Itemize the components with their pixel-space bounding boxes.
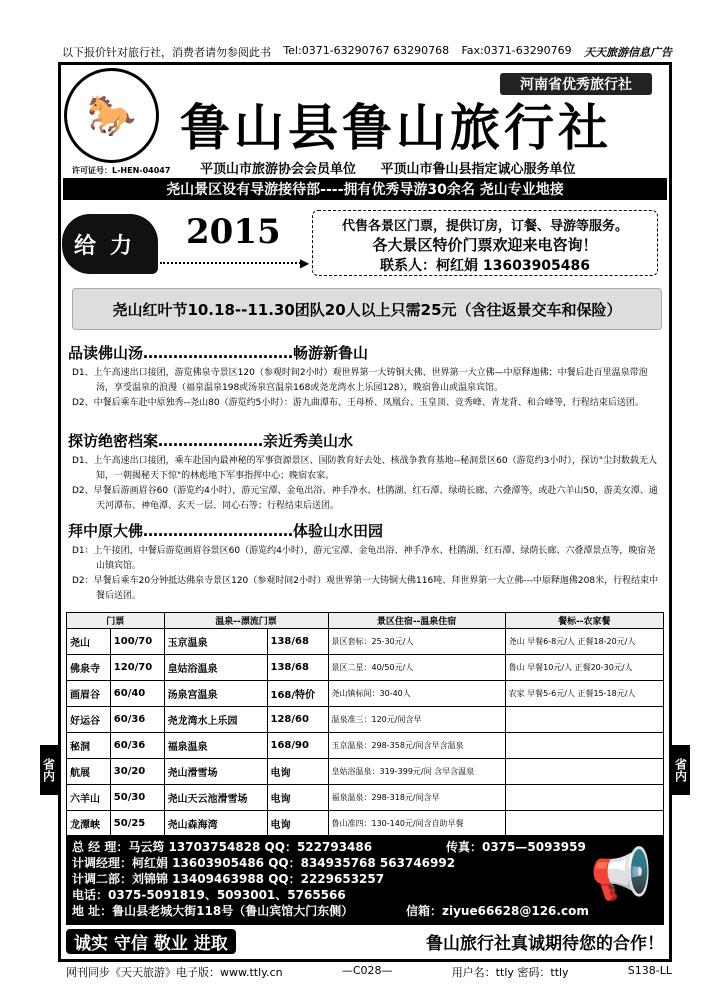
table-cell: 画眉谷 — [67, 681, 111, 707]
hearts-badge: 给力 — [62, 214, 158, 274]
table-row — [67, 785, 664, 811]
license: 许可证号：L-HEN-04047 — [72, 166, 171, 175]
table-cell: 福泉温泉：298-318元/间含早 — [328, 785, 505, 811]
meal-cell — [505, 759, 663, 785]
table-cell: 玉京温泉：298-358元/间含早含温泉 — [328, 733, 505, 759]
meal-cell: 农家 早餐5-6元/人 正餐15-18元/人 — [505, 681, 663, 707]
table-cell: 168/90 — [267, 733, 328, 759]
table-cell: 60/40 — [110, 681, 164, 707]
route-title: 品读佛山汤…………………………畅游新鲁山 — [68, 344, 369, 362]
route-line: D2、中餐后乘车赴中原独秀--尧山80（游览约5小时）：游九曲潭布、王母桥、凤凰台、玉皇顶、竞秀峰、青龙背、和合峰等，行程结束后送团。 — [72, 398, 644, 408]
table-cell: 景区套标：25-30元/人 — [328, 629, 505, 655]
service-line-1: 代售各景区门票，提供订房，订餐、导游等服务。 — [341, 219, 628, 234]
table-cell: 128/60 — [267, 707, 328, 733]
megaphone-icon: 📢 — [590, 845, 653, 903]
table-cell: 景区二星：40/50元/人 — [328, 655, 505, 681]
fax-contact: 传真：0375—5093959 — [446, 840, 586, 854]
disclaimer: 以下报价针对旅行社，消费者请勿参阅此书 — [62, 46, 271, 59]
table-row — [67, 759, 664, 785]
table-cell: 138/68 — [267, 629, 328, 655]
table-header: 门票 — [67, 613, 165, 629]
meal-cell — [505, 785, 663, 811]
route-title: 拜中原大佛…………………………体验山水田园 — [68, 522, 384, 540]
meal-cell — [505, 707, 663, 733]
table-cell: 电询 — [267, 759, 328, 785]
route-line: D1、上午高速出口接团，游览佛泉寺景区120（参观时间2小时）观世界第一大铸铜大佛、世界第一大立佛—中原释迦佛；中餐后赴百里温泉带泡汤，享受温泉的浪漫（福泉温泉198或汤泉宫温泉168或尧龙湾水上乐园128），晚宿鲁山或温泉宾馆。 — [72, 368, 648, 393]
top-info-line — [62, 44, 672, 60]
credentials: 用户名：ttly 密码：ttly — [451, 966, 569, 979]
table-cell: 尧山滑雪场 — [164, 759, 267, 785]
table-row — [67, 655, 664, 681]
route-title: 探访绝密档案…………………亲近秀美山水 — [68, 432, 354, 450]
subtitle: 平顶山市旅游协会会员单位 平顶山市鲁山县指定诚心服务单位 — [200, 162, 576, 177]
phone: 电话：0375-5091819、5093001、5765566 — [72, 888, 346, 902]
slogan-right: 鲁山旅行社真诚期待您的合作！ — [426, 933, 664, 954]
table-cell: 汤泉宫温泉 — [164, 681, 267, 707]
route-3 — [68, 520, 662, 604]
slogan — [66, 928, 664, 954]
footer-link: 网刊同步《天天旅游》电子版：www.ttly.cn — [66, 966, 283, 979]
table-cell: 福泉温泉 — [164, 733, 267, 759]
arrow-line — [160, 262, 305, 264]
code: S138-LL — [627, 964, 672, 977]
slogan-left: 诚实 守信 敬业 进取 — [66, 929, 236, 954]
table-cell: 玉京温泉 — [164, 629, 267, 655]
table-cell: 尧龙湾水上乐园 — [164, 707, 267, 733]
table-row — [67, 733, 664, 759]
arrow-icon: ▶ — [300, 256, 310, 270]
route-line: D2：早餐后乘车20分钟抵达佛泉寺景区120（参观时间2小时）观世界第一大铸铜大佛116吨、拜世界第一大立佛---中原释迦佛208米，行程结束中餐后送团。 — [72, 576, 659, 601]
table-cell: 皇姑浴温泉：319-399元/间 含早含温泉 — [328, 759, 505, 785]
table-cell: 龙潭峡 — [67, 811, 111, 837]
email: 信箱：ziyue66628@126.com — [406, 904, 589, 918]
year: 2015 — [186, 212, 281, 252]
table-cell: 电询 — [267, 811, 328, 837]
table-row — [67, 629, 664, 655]
tel: Tel:0371-63290767 63290768 — [283, 44, 450, 57]
table-cell: 50/30 — [110, 785, 164, 811]
table-cell: 佛泉寺 — [67, 655, 111, 681]
table-cell: 60/36 — [110, 707, 164, 733]
table-cell: 秘洞 — [67, 733, 111, 759]
route-line: D1：上午接团，中餐后游览画眉谷景区60（游览约4小时），游元宝潭、金龟出浴、神手净水、杜鹃湖、红石潭、绿荫长廊、六叠潭景点等，晚宿尧山镇宾馆。 — [72, 546, 656, 571]
badge: 河南省优秀旅行社 — [500, 73, 652, 95]
service-box — [312, 210, 658, 276]
table-cell: 60/36 — [110, 733, 164, 759]
address: 地 址：鲁山县老城大街118号（鲁山宾馆大门东侧） — [72, 904, 354, 918]
table-cell: 尧山天云池滑雪场 — [164, 785, 267, 811]
side-label-left: 省内 — [40, 745, 58, 795]
page-number: —C028— — [341, 964, 393, 977]
route-1 — [68, 342, 662, 411]
publisher: 天天旅游信息广告 — [584, 46, 672, 59]
table-cell: 航展 — [67, 759, 111, 785]
table-header: 景区住宿--温泉住宿 — [328, 613, 505, 629]
route-line: D2、早餐后游画眉谷60（游览约4小时），游元宝潭、金龟出浴、神手净水、杜鹃湖、红石潭、绿萌长廊、六叠潭等，或赴六羊山50，游美女潭、通天河潭布、神龟潭、玄天一层、同心石等；行程结束后送团。 — [72, 486, 658, 511]
table-cell: 168/特价 — [267, 681, 328, 707]
table-header: 温泉--漂流门票 — [164, 613, 328, 629]
route-line: D1、上午高速出口接团，乘车赴国内最神秘的军事资源景区、国防教育好去处、核战争教育基地--秘洞景区60（游览约3小时），探访"尘封数载无人知，一朝揭秘天下惊"的林彪地下军事指挥中心；晚宿农家。 — [72, 456, 657, 481]
table-row — [67, 707, 664, 733]
table-cell: 30/20 — [110, 759, 164, 785]
table-cell: 电询 — [267, 785, 328, 811]
table-cell: 尧山镇标间：30-40人 — [328, 681, 505, 707]
table-cell: 120/70 — [110, 655, 164, 681]
meal-cell: 鲁山 早餐10元/人 正餐20-30元/人 — [505, 655, 663, 681]
table-cell: 好运谷 — [67, 707, 111, 733]
table-cell: 138/68 — [267, 655, 328, 681]
promo-banner: 尧山红叶节10.18--11.30团队20人以上只需25元（含往返景交车和保险） — [72, 288, 662, 330]
table-cell: 六羊山 — [67, 785, 111, 811]
gm: 总 经 理：马云筠 13703754828 QQ：522793486 — [72, 840, 373, 854]
table-cell: 尧山 — [67, 629, 111, 655]
table-row — [67, 681, 664, 707]
page-title: 鲁山县鲁山旅行社 — [180, 98, 612, 157]
banner: 尧山景区设有导游接待部----拥有优秀导游30余名 尧山专业地接 — [63, 178, 667, 200]
meal-cell: 尧山 早餐6-8元/人 正餐18-20元/人 — [505, 629, 663, 655]
table-cell: 尧山森海湾 — [164, 811, 267, 837]
table-header: 餐标--农家餐 — [505, 613, 663, 629]
table-cell: 鲁山准四：130-140元/间含自助早餐 — [328, 811, 505, 837]
horse-icon: 🐎 — [64, 68, 159, 163]
table-cell: 温泉准三：120元/间含早 — [328, 707, 505, 733]
price-table — [66, 612, 664, 837]
route-2 — [68, 430, 662, 514]
service-line-3: 联系人：柯红娟 13603905486 — [379, 258, 591, 274]
service-line-2: 各大景区特价门票欢迎来电咨询！ — [372, 236, 598, 254]
manager-1: 计调经理：柯红娟 13603905486 QQ：834935768 563746992 — [72, 856, 456, 870]
manager-2: 计调二部：刘锦锦 13409463988 QQ：2229653257 — [72, 872, 385, 886]
meal-cell — [505, 733, 663, 759]
footer — [66, 964, 672, 980]
table-cell: 100/70 — [110, 629, 164, 655]
table-row — [67, 811, 664, 837]
side-label-right: 省内 — [672, 745, 690, 795]
table-cell: 皇姑浴温泉 — [164, 655, 267, 681]
table-cell: 50/25 — [110, 811, 164, 837]
contacts-block — [66, 835, 664, 925]
meal-cell — [505, 811, 663, 837]
fax: Fax:0371-63290769 — [461, 44, 572, 57]
